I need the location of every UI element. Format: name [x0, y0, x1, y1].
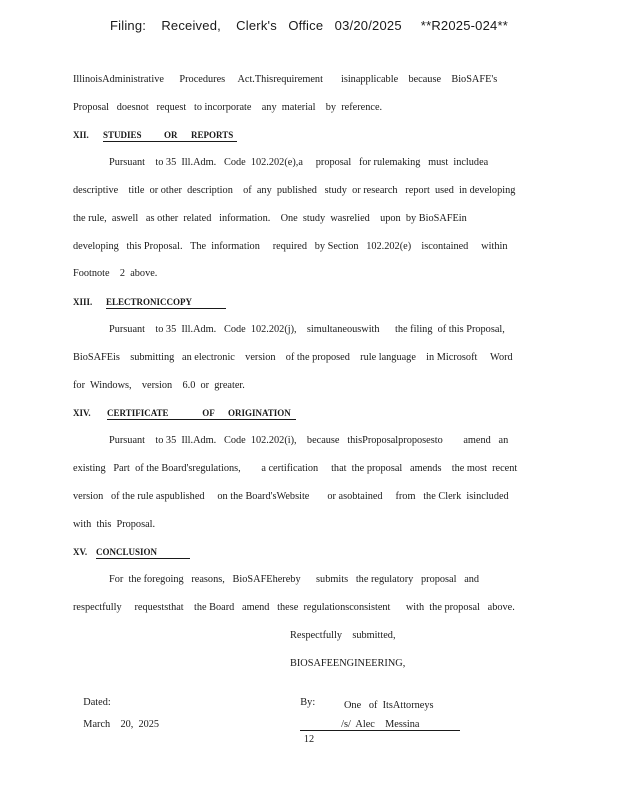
- body-line: Pursuant to 35 Ill.Adm. Code 102.202(e),a proposal for rulemaking must includea: [109, 157, 489, 168]
- body-line: existing Part of the Board'sregulations, a certification that the proposal amends the most recent: [73, 463, 518, 474]
- section-heading-xv: [73, 547, 190, 559]
- section-number: XV.: [73, 547, 88, 557]
- signature-line: /s/ Alec Messina: [300, 719, 460, 731]
- body-line: For the foregoing reasons, BioSAFEhereby submits the regulatory proposal and: [109, 574, 480, 585]
- body-line: for Windows, version 6.0 or greater.: [73, 380, 245, 391]
- dated-line: [73, 686, 159, 741]
- body-line: descriptive title or other description of any published study or research report used in developing: [73, 185, 516, 196]
- dated-value: March 20, 2025: [83, 719, 160, 730]
- body-line: Pursuant to 35 Ill.Adm. Code 102.202(i), because thisProposalproposesto amend an: [109, 435, 509, 446]
- section-number: XIII.: [73, 297, 93, 307]
- section-number: XII.: [73, 130, 89, 140]
- section-heading-xiv: [73, 408, 296, 420]
- body-line: respectfully requeststhat the Board amend these regulationsconsistent with the proposal above.: [73, 602, 515, 613]
- dated-label: Dated:: [83, 697, 111, 708]
- section-title: CONCLUSION: [96, 547, 190, 559]
- body-line: developing this Proposal. The information required by Section 102.202(e) iscontained within: [73, 241, 508, 252]
- section-heading-xiii: [73, 297, 226, 309]
- body-line: with this Proposal.: [73, 519, 156, 530]
- section-number: XIV.: [73, 408, 91, 418]
- body-line: Footnote 2 above.: [73, 268, 158, 279]
- section-heading-xii: [73, 130, 237, 142]
- signature-company: BIOSAFEENGINEERING,: [290, 658, 406, 669]
- filing-stamp-header: Filing: Received, Clerk's Office 03/20/2025 **R2025-024**: [110, 18, 508, 33]
- body-line: Proposal doesnot request to incorporate any material by reference.: [73, 102, 383, 113]
- by-label: By:: [300, 697, 316, 708]
- signer-role: One of ItsAttorneys: [344, 700, 434, 711]
- section-title: STUDIES OR REPORTS: [103, 130, 237, 142]
- body-line: IllinoisAdministrative Procedures Act.Thisrequirement isinapplicable because BioSAFE's: [73, 74, 498, 85]
- section-title: CERTIFICATE OF ORIGINATION: [107, 408, 296, 420]
- body-line: BioSAFEis submitting an electronic version of the proposed rule language in Microsoft Word: [73, 352, 513, 363]
- signature-closing: Respectfully submitted,: [290, 630, 396, 641]
- page-number: 12: [303, 734, 315, 745]
- section-title: ELECTRONICCOPY: [106, 297, 226, 309]
- body-line: Pursuant to 35 Ill.Adm. Code 102.202(j), simultaneouswith the filing of this Proposal,: [109, 324, 505, 335]
- body-line: the rule, aswell as other related information. One study wasrelied upon by BioSAFEin: [73, 213, 467, 224]
- body-line: version of the rule aspublished on the Board'sWebsite or asobtained from the Clerk isincluded: [73, 491, 509, 502]
